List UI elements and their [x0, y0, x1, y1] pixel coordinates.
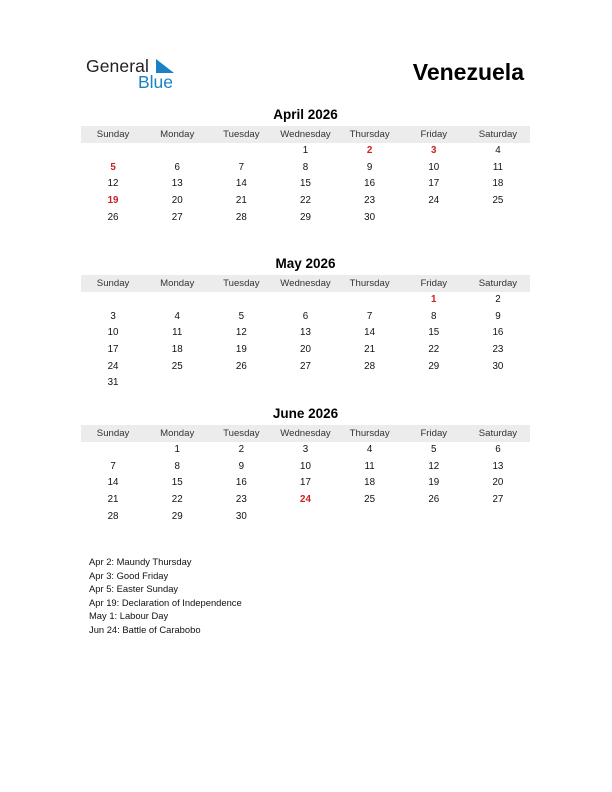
date-cell: 14	[107, 477, 119, 489]
date-cell: 1	[302, 145, 309, 156]
date-cell	[273, 292, 337, 309]
week-row	[81, 475, 530, 492]
date-cell	[273, 375, 337, 392]
date-cell: 8	[302, 161, 309, 173]
week-row	[81, 176, 530, 193]
date-cell: 18	[171, 344, 183, 356]
weekday-label: Monday	[160, 129, 195, 140]
date-cell: 9	[366, 161, 373, 173]
date-cell: 7	[238, 161, 245, 173]
week-row	[81, 359, 530, 376]
holiday-entry: May 1: Labour Day	[89, 610, 169, 621]
date-cell: 17	[428, 178, 440, 190]
holiday-entry: Apr 5: Easter Sunday	[89, 583, 179, 594]
date-cell: 25	[492, 195, 504, 207]
date-cell: 6	[174, 161, 180, 173]
date-cell: 24	[107, 360, 119, 372]
holiday-date-cell: 19	[107, 195, 119, 207]
weekday-header-row	[81, 425, 530, 442]
date-cell: 23	[235, 494, 247, 506]
week-row	[81, 210, 530, 227]
date-cell	[338, 375, 402, 392]
week-row	[81, 160, 530, 177]
date-cell: 18	[492, 178, 504, 190]
weekday-label: Tuesday	[223, 129, 260, 140]
date-cell: 3	[302, 444, 309, 455]
date-cell: 15	[171, 477, 183, 489]
date-cell: 29	[171, 510, 183, 522]
date-cell: 10	[428, 161, 440, 173]
date-cell	[466, 375, 530, 392]
date-cell	[145, 292, 209, 309]
date-cell: 14	[235, 178, 247, 190]
date-cell	[209, 375, 273, 392]
date-cell: 29	[428, 360, 440, 372]
week-row	[81, 509, 530, 526]
date-cell: 23	[492, 344, 504, 356]
weekday-label: Friday	[420, 129, 448, 140]
date-cell: 18	[364, 477, 376, 489]
date-cell: 5	[431, 444, 437, 455]
date-cell: 10	[300, 460, 311, 472]
week-row	[81, 342, 530, 359]
date-cell	[81, 292, 145, 309]
month-calendar-april	[81, 106, 530, 226]
date-cell: 12	[107, 178, 119, 190]
date-cell: 4	[174, 310, 180, 322]
date-cell: 16	[364, 178, 376, 190]
date-cell: 4	[495, 145, 501, 156]
week-row	[81, 143, 530, 160]
date-cell: 19	[235, 344, 247, 356]
holiday-list	[89, 555, 242, 636]
date-cell: 26	[235, 360, 247, 372]
week-row	[81, 442, 530, 459]
date-cell	[145, 375, 209, 392]
date-cell: 19	[428, 477, 440, 489]
date-cell: 27	[300, 360, 311, 372]
date-cell	[273, 509, 337, 526]
holiday-date-cell: 3	[431, 145, 437, 156]
weekday-label: Wednesday	[280, 428, 331, 439]
date-cell: 3	[110, 310, 116, 322]
weekday-label: Tuesday	[223, 428, 260, 439]
date-cell: 4	[366, 444, 373, 455]
date-cell: 23	[364, 195, 376, 207]
date-cell: 2	[238, 444, 245, 455]
weekday-label: Wednesday	[280, 129, 331, 140]
date-cell	[81, 143, 145, 160]
date-cell: 7	[110, 460, 116, 472]
date-cell: 28	[235, 211, 247, 223]
date-cell: 12	[428, 460, 440, 472]
weekday-header-row	[81, 275, 530, 292]
date-cell: 12	[235, 327, 247, 339]
weekday-label: Saturday	[478, 428, 518, 439]
date-cell	[145, 143, 209, 160]
month-title: May 2026	[275, 256, 336, 271]
date-cell	[466, 509, 530, 526]
logo-text-blue: Blue	[138, 72, 174, 92]
date-cell: 27	[492, 494, 504, 506]
weekday-label: Monday	[160, 428, 195, 439]
weekday-label: Saturday	[478, 129, 518, 140]
date-cell	[209, 143, 273, 160]
date-cell: 20	[300, 344, 311, 356]
date-cell: 22	[300, 195, 311, 207]
month-calendar-may	[81, 255, 530, 392]
date-cell: 26	[428, 494, 440, 506]
date-cell: 16	[492, 327, 504, 339]
date-cell: 7	[366, 310, 373, 322]
weekday-label: Monday	[160, 278, 195, 289]
date-cell	[402, 375, 466, 392]
date-cell: 17	[300, 477, 311, 489]
date-cell: 13	[171, 178, 183, 190]
date-cell: 20	[492, 477, 504, 489]
weekday-header-row	[81, 126, 530, 143]
date-cell: 15	[300, 178, 311, 190]
date-cell: 28	[107, 510, 119, 522]
date-cell	[81, 442, 145, 459]
weekday-label: Thursday	[349, 428, 390, 439]
week-row	[81, 309, 530, 326]
weekday-label: Wednesday	[280, 278, 331, 289]
date-cell: 22	[171, 494, 183, 506]
weekday-label: Saturday	[478, 278, 518, 289]
date-cell: 30	[364, 211, 376, 223]
date-cell: 6	[495, 444, 501, 455]
date-cell: 13	[300, 327, 311, 339]
date-cell: 30	[235, 510, 247, 522]
date-cell	[209, 292, 273, 309]
date-cell	[338, 292, 402, 309]
week-row	[81, 325, 530, 342]
date-cell: 25	[171, 360, 183, 372]
month-title: June 2026	[272, 406, 339, 421]
date-cell: 10	[107, 327, 119, 339]
holiday-date-cell: 24	[300, 494, 311, 506]
date-cell: 8	[431, 310, 437, 322]
date-cell: 9	[495, 310, 501, 322]
holiday-entry: Apr 2: Maundy Thursday	[89, 556, 192, 567]
logo-text-general: General	[86, 56, 149, 76]
date-cell: 14	[364, 327, 376, 339]
date-cell: 29	[300, 211, 311, 223]
holiday-entry: Apr 19: Declaration of Independence	[89, 596, 242, 608]
date-cell	[338, 509, 402, 526]
weekday-label: Sunday	[96, 129, 130, 140]
date-cell: 25	[364, 494, 376, 506]
holiday-entry: Apr 3: Good Friday	[89, 569, 169, 581]
date-cell: 27	[171, 211, 183, 223]
weekday-label: Tuesday	[223, 278, 260, 289]
date-cell: 11	[172, 327, 183, 339]
date-cell: 9	[238, 460, 245, 472]
date-cell: 24	[428, 195, 440, 207]
date-cell: 26	[107, 211, 119, 223]
weekday-label: Sunday	[96, 428, 130, 439]
date-cell: 15	[428, 327, 440, 339]
date-cell: 21	[235, 195, 247, 207]
date-cell: 21	[107, 494, 119, 506]
month-calendar-june	[81, 405, 530, 525]
week-row	[81, 459, 530, 476]
date-cell: 5	[238, 310, 245, 322]
week-row	[81, 375, 530, 392]
date-cell: 28	[364, 360, 376, 372]
date-cell	[402, 210, 466, 227]
date-cell: 13	[492, 460, 504, 472]
holiday-date-cell: 2	[366, 145, 373, 156]
weekday-label: Friday	[420, 278, 448, 289]
week-row	[81, 193, 530, 210]
date-cell: 16	[235, 477, 247, 489]
weekday-label: Sunday	[96, 278, 130, 289]
date-cell: 31	[107, 377, 119, 389]
date-cell: 8	[174, 460, 180, 472]
date-cell: 11	[492, 161, 503, 173]
weekday-label: Thursday	[349, 129, 390, 140]
holiday-date-cell: 1	[431, 294, 437, 305]
holiday-entry: Jun 24: Battle of Carabobo	[89, 623, 201, 635]
date-cell: 21	[364, 344, 376, 356]
week-row	[81, 492, 530, 509]
date-cell: 6	[302, 310, 309, 322]
date-cell: 20	[171, 195, 183, 207]
date-cell: 11	[364, 460, 375, 472]
week-row	[81, 292, 530, 309]
month-title: April 2026	[273, 107, 338, 122]
logo-triangle-icon	[156, 59, 174, 73]
date-cell: 17	[107, 344, 119, 356]
date-cell	[466, 210, 530, 227]
date-cell	[402, 509, 466, 526]
weekday-label: Friday	[420, 428, 448, 439]
date-cell: 1	[174, 444, 180, 455]
date-cell: 30	[492, 360, 504, 372]
date-cell: 22	[428, 344, 440, 356]
weekday-label: Thursday	[349, 278, 390, 289]
country-title: Venezuela	[412, 59, 524, 85]
date-cell: 2	[495, 294, 501, 305]
holiday-date-cell: 5	[110, 161, 116, 173]
generalblue-logo	[86, 56, 186, 92]
